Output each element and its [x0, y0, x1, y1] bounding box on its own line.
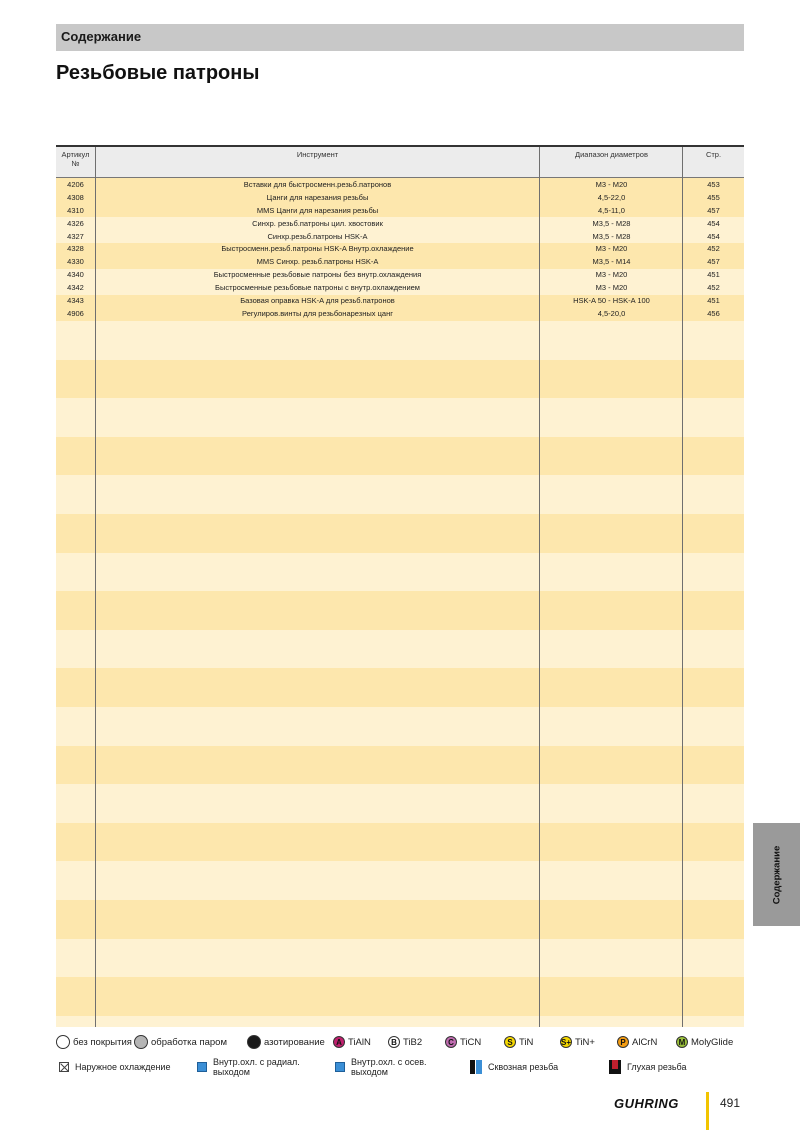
cell-range: M3 - M20: [595, 283, 628, 293]
coating-symbol-icon: S: [504, 1036, 516, 1048]
cell-page: 457: [707, 257, 720, 267]
table-row[interactable]: [56, 282, 744, 295]
coating-legend: [56, 1032, 744, 1052]
contents-table: [56, 145, 744, 1027]
brand-accent-bar: [706, 1092, 709, 1130]
legend-through-thread: [470, 1057, 558, 1077]
table-row[interactable]: [56, 192, 744, 205]
coating-label: TiCN: [460, 1036, 482, 1048]
table-row-band: [56, 977, 744, 1016]
table-row[interactable]: [56, 179, 744, 192]
legend-external-cooling: [59, 1057, 170, 1077]
cell-range: 4,5-11,0: [598, 205, 625, 215]
coating-symbol-icon: A: [333, 1036, 345, 1048]
page-number: 491: [720, 1096, 741, 1110]
cell-range: HSK-A 50 - HSK-A 100: [573, 296, 650, 306]
table-row-band: [56, 746, 744, 785]
legend-axial-cooling: [335, 1057, 441, 1077]
coating-symbol-icon: B: [388, 1036, 400, 1048]
coating-label: без покрытия: [73, 1036, 132, 1048]
cell-article: 4206: [67, 180, 84, 189]
legend-coating-item: [388, 1032, 422, 1052]
cell-range: M3 - M20: [595, 244, 628, 254]
cell-range: M3 - M20: [595, 180, 628, 189]
legend-coating-item: [617, 1032, 657, 1052]
cell-page: 454: [707, 218, 720, 228]
cell-range: 4,5-20,0: [597, 308, 626, 318]
table-row[interactable]: [56, 308, 744, 321]
coating-label: TiN: [519, 1036, 534, 1048]
blind-thread-icon: [609, 1060, 621, 1074]
cell-article: 4308: [67, 192, 84, 202]
side-tab-label: Содержание: [771, 845, 782, 904]
cell-article: 4310: [67, 205, 84, 215]
cell-tool: MMS Цанги для нарезания резьбы: [256, 205, 379, 215]
legend-axial-label: Внутр.охл. с осев. выходом: [351, 1057, 427, 1077]
legend-coating-item: [247, 1032, 325, 1052]
coating-label: AlCrN: [632, 1036, 658, 1048]
table-rows: [56, 179, 744, 321]
external-cooling-icon: [59, 1062, 69, 1072]
legend-coating-item: [504, 1032, 533, 1052]
brand-logo: GUHRING: [614, 1096, 679, 1111]
cell-page: 451: [707, 270, 720, 280]
cell-article: 4330: [67, 257, 84, 267]
cell-range: M3,5 - M14: [592, 257, 631, 267]
cell-article: 4327: [67, 231, 84, 241]
section-label: Содержание: [61, 29, 142, 44]
table-row-band: [56, 1016, 744, 1027]
cell-article: 4340: [67, 270, 84, 280]
table-row-band: [56, 784, 744, 823]
cell-tool: Регулиров.винты для резьбонарезных цанг: [242, 308, 393, 318]
cell-tool: Синхр. резьб.патроны цил. хвостовик: [252, 218, 383, 228]
table-row-band: [56, 591, 744, 630]
table-header: [56, 147, 744, 178]
cell-tool: Базовая оправка HSK-A для резьб.патронов: [240, 296, 395, 306]
legend-coating-item: [445, 1032, 481, 1052]
legend-coating-item: [56, 1032, 132, 1052]
cell-page: 455: [707, 192, 720, 202]
cell-page: 456: [707, 308, 720, 318]
column-header-tool: Инструмент: [296, 150, 339, 159]
section-header-bar: [56, 24, 744, 51]
through-thread-icon: [470, 1060, 482, 1074]
cell-tool: Синхр.резьб.патроны HSK-A: [267, 231, 368, 241]
coating-symbol-icon: P: [617, 1036, 629, 1048]
legend-coating-item: [333, 1032, 371, 1052]
cooling-legend: [56, 1056, 744, 1078]
column-header-article: Артикул №: [61, 150, 90, 168]
table-row[interactable]: [56, 218, 744, 231]
table-row-band: [56, 475, 744, 514]
cell-range: M3,5 - M28: [592, 231, 631, 241]
table-row-band: [56, 437, 744, 476]
axial-cooling-icon: [335, 1062, 345, 1072]
cell-tool: Быстросменные резьбовые патроны без внутр.охлаждения: [213, 270, 422, 280]
coating-label: MolyGlide: [691, 1036, 734, 1048]
cell-article: 4342: [67, 283, 84, 293]
table-row[interactable]: [56, 205, 744, 218]
table-row[interactable]: [56, 295, 744, 308]
legend-coating-item: [676, 1032, 733, 1052]
cell-tool: Быстросменн.резьб.патроны HSK-A Внутр.охлаждение: [221, 244, 414, 254]
table-row[interactable]: [56, 269, 744, 282]
cell-page: 457: [707, 205, 720, 215]
cell-page: 452: [707, 283, 720, 293]
coating-symbol-icon: [247, 1035, 261, 1049]
legend-radial-cooling: [197, 1057, 313, 1077]
table-row-band: [56, 360, 744, 399]
legend-external-label: Наружное охлаждение: [75, 1062, 171, 1072]
cell-tool: Цанги для нарезания резьбы: [266, 192, 369, 202]
table-row-band: [56, 939, 744, 978]
coating-label: азотирование: [264, 1036, 325, 1048]
cell-range: M3 - M20: [595, 270, 628, 280]
coating-label: TiB2: [403, 1036, 423, 1048]
table-row-band: [56, 630, 744, 669]
table-row[interactable]: [56, 256, 744, 269]
table-row-band: [56, 553, 744, 592]
page-title: Резьбовые патроны: [56, 62, 260, 84]
cell-article: 4328: [67, 244, 84, 254]
legend-blind-thread: [609, 1057, 686, 1077]
cell-tool: MMS Синхр. резьб.патроны HSK-A: [256, 257, 379, 267]
coating-symbol-icon: C: [445, 1036, 457, 1048]
table-row-band: [56, 707, 744, 746]
coating-symbol-icon: S+: [561, 1037, 572, 1047]
coating-label: обработка паром: [151, 1036, 227, 1048]
table-row-band: [56, 668, 744, 707]
table-row-band: [56, 398, 744, 437]
cell-tool: Вставки для быстросменн.резьб.патронов: [243, 180, 392, 189]
legend-radial-label: Внутр.охл. с радиал. выходом: [213, 1057, 300, 1077]
cell-article: 4343: [67, 296, 84, 306]
radial-cooling-icon: [197, 1062, 207, 1072]
table-row-band: [56, 861, 744, 900]
cell-article: 4326: [67, 218, 84, 228]
column-header-range: Диапазон диаметров: [575, 150, 648, 159]
cell-article: 4906: [67, 308, 84, 318]
table-row[interactable]: [56, 243, 744, 256]
cell-page: 452: [707, 244, 720, 254]
table-row-band: [56, 321, 744, 360]
cell-page: 453: [707, 180, 720, 189]
coating-label: TiN+: [575, 1036, 595, 1048]
table-row-band: [56, 900, 744, 939]
coating-label: TiAlN: [348, 1036, 371, 1048]
legend-coating-item: [134, 1032, 227, 1052]
legend-blind-label: Глухая резьба: [627, 1062, 687, 1072]
legend-coating-item: [560, 1032, 595, 1052]
side-tab[interactable]: [753, 823, 800, 926]
coating-symbol-icon: M: [676, 1036, 688, 1048]
cell-page: 451: [707, 296, 720, 306]
cell-range: 4,5-22,0: [597, 192, 626, 202]
cell-range: M3,5 - M28: [592, 218, 631, 228]
coating-symbol-icon: [134, 1035, 148, 1049]
cell-tool: Быстросменные резьбовые патроны с внутр.охлаждением: [215, 283, 420, 293]
table-row-band: [56, 514, 744, 553]
legend-through-label: Сквозная резьба: [488, 1062, 559, 1072]
column-header-page: Стр.: [705, 150, 722, 159]
coating-symbol-icon: [56, 1035, 70, 1049]
cell-page: 454: [707, 231, 720, 241]
table-row-band: [56, 823, 744, 862]
table-row[interactable]: [56, 231, 744, 244]
